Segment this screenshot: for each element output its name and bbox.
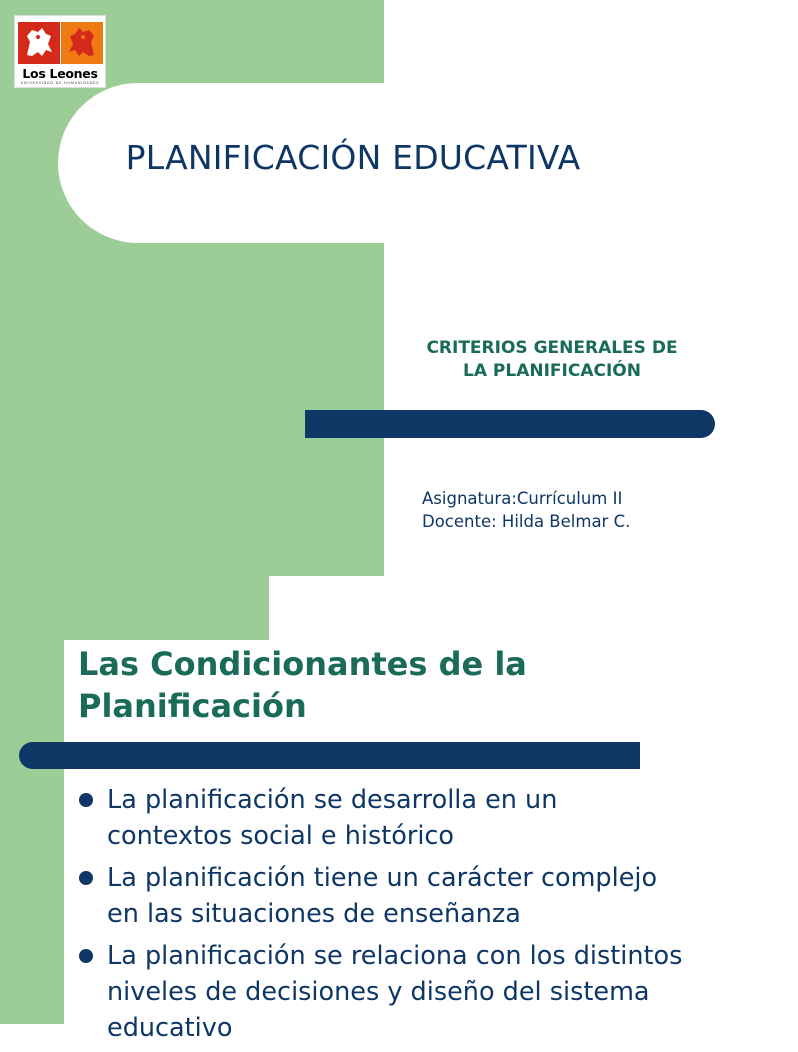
slide-heading — [78, 643, 638, 727]
lion-seal-left-icon — [18, 22, 60, 64]
course-info — [422, 487, 742, 533]
bullet-list — [78, 782, 718, 1052]
teacher-name: Docente: Hilda Belmar C. — [422, 512, 631, 531]
bullet-item — [78, 782, 718, 854]
subtitle-line: CRITERIOS GENERALES DE — [426, 338, 678, 358]
bullet-text-line: La planificación se relaciona con los distintos — [107, 941, 683, 971]
navy-accent-bar — [19, 742, 640, 769]
course-name: Asignatura:Currículum II — [422, 489, 623, 508]
content-slide — [0, 576, 768, 1043]
bullet-dot-icon — [79, 949, 93, 963]
lion-seal-right-icon — [61, 22, 103, 64]
bullet-dot-icon — [79, 793, 93, 807]
bullet-item — [78, 860, 718, 932]
logo-tagline: UNIVERSIDAD DE HUMANIDADES — [20, 81, 100, 85]
heading-line: Planificación — [78, 687, 307, 725]
bullet-text-line: en las situaciones de enseñanza — [107, 899, 521, 929]
bullet-dot-icon — [79, 871, 93, 885]
university-logo — [14, 15, 106, 88]
bullet-text-line: educativo — [107, 1013, 233, 1043]
green-corner-block — [0, 576, 269, 640]
subtitle-line: LA PLANIFICACIÓN — [463, 361, 641, 381]
bullet-text-line: contextos social e histórico — [107, 821, 455, 851]
slide-subtitle — [392, 337, 712, 383]
bullet-text-line: La planificación tiene un carácter complejo — [107, 863, 658, 893]
navy-accent-bar — [305, 410, 715, 438]
green-left-strip — [0, 640, 64, 1024]
bullet-text-line: La planificación se desarrolla en un — [107, 785, 558, 815]
bullet-item — [78, 938, 718, 1046]
slide-title: PLANIFICACIÓN EDUCATIVA — [125, 138, 581, 177]
bullet-text-line: niveles de decisiones y diseño del sistema — [107, 977, 650, 1007]
logo-name: Los Leones — [22, 66, 98, 81]
heading-line: Las Condicionantes de la — [78, 645, 527, 683]
